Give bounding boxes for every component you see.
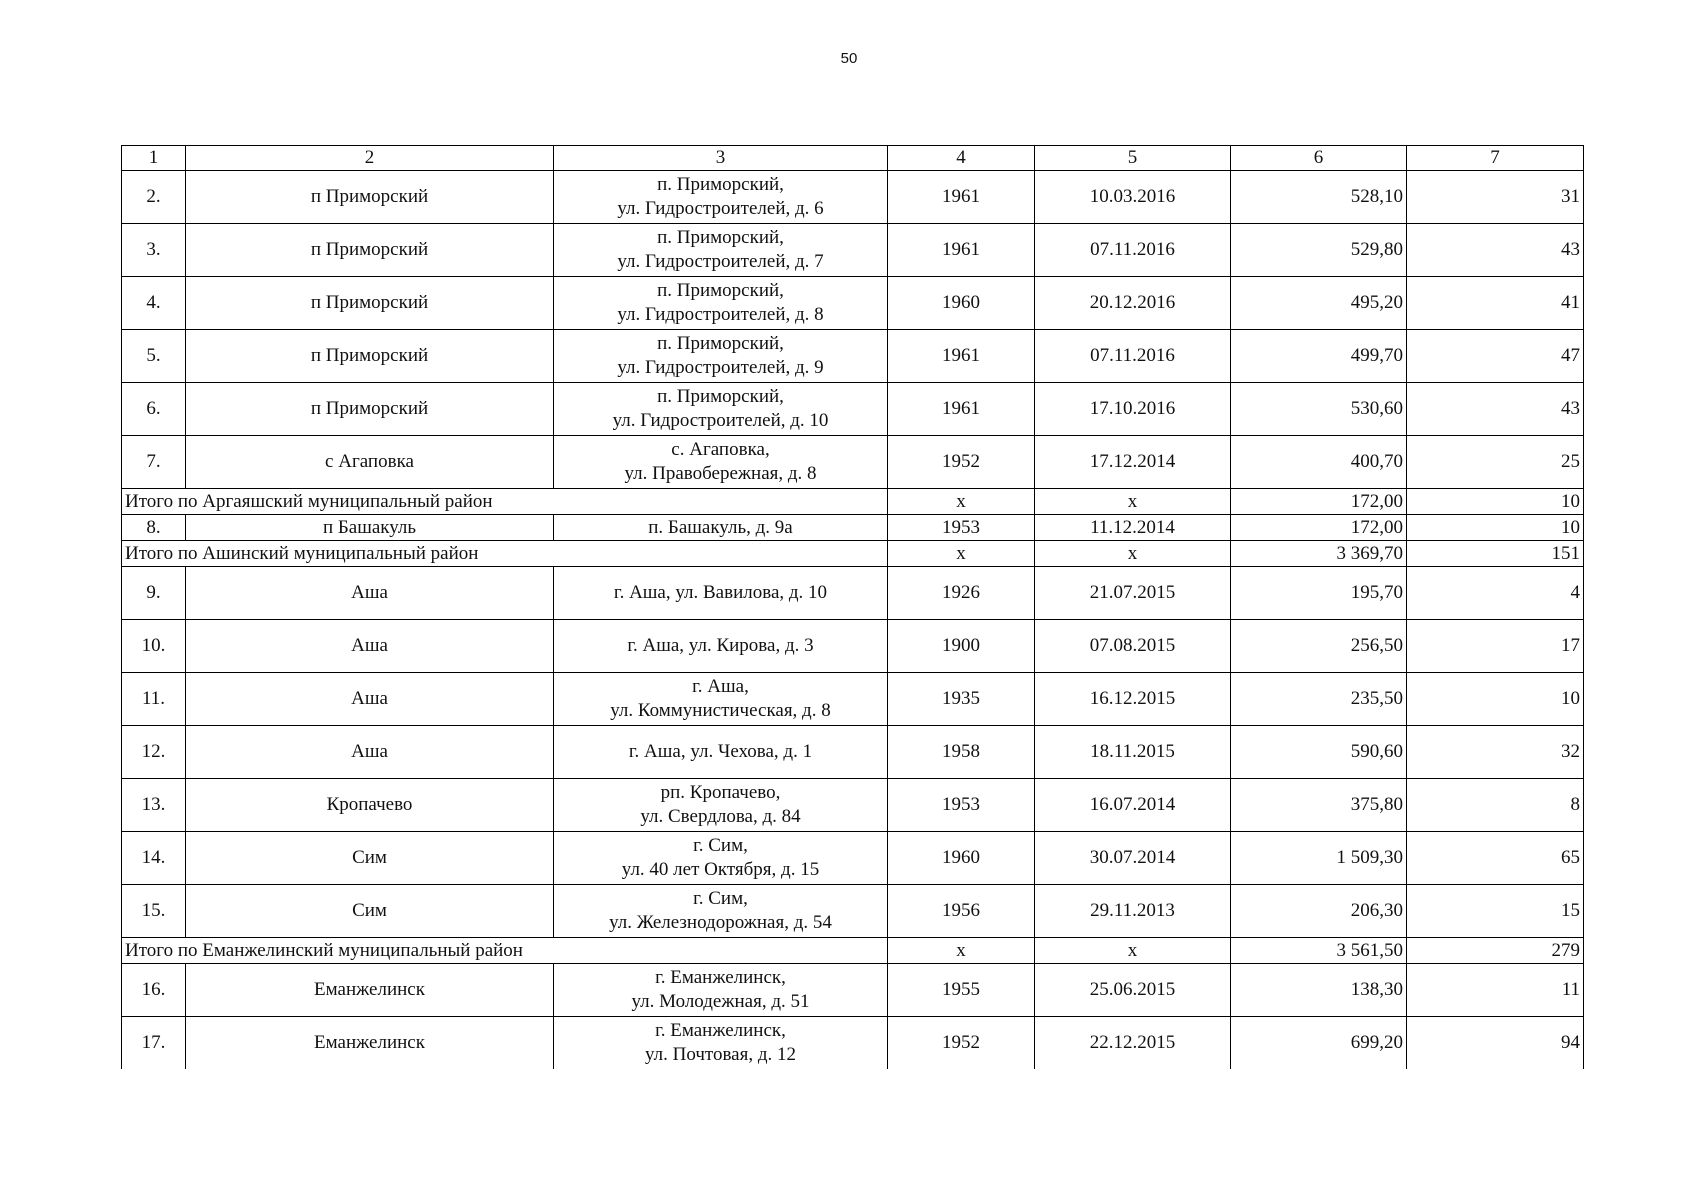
- date-cell: 07.11.2016: [1035, 224, 1231, 277]
- subtotal-label: Итого по Ашинский муниципальный район: [122, 541, 888, 567]
- settlement-cell: п Приморский: [186, 383, 554, 436]
- area-cell: 528,10: [1231, 171, 1407, 224]
- subtotal-label: Итого по Аргаяшский муниципальный район: [122, 489, 888, 515]
- table-row: [122, 383, 1584, 436]
- address-cell: г. Сим, ул. 40 лет Октября, д. 15: [554, 832, 888, 885]
- settlement-cell: Кропачево: [186, 779, 554, 832]
- residents-cell: 11: [1407, 964, 1584, 1017]
- date-cell: х: [1035, 938, 1231, 964]
- row-number-cell: 7.: [122, 436, 186, 489]
- row-number-cell: 3.: [122, 224, 186, 277]
- area-cell: 3 369,70: [1231, 541, 1407, 567]
- address-cell: п. Башакуль, д. 9а: [554, 515, 888, 541]
- area-cell: 499,70: [1231, 330, 1407, 383]
- column-number-row: [122, 146, 1584, 171]
- table-body: [122, 146, 1584, 1070]
- table-row: [122, 567, 1584, 620]
- settlement-cell: Сим: [186, 832, 554, 885]
- address-cell: п. Приморский, ул. Гидростроителей, д. 7: [554, 224, 888, 277]
- residents-cell: 17: [1407, 620, 1584, 673]
- residents-cell: 15: [1407, 885, 1584, 938]
- area-cell: 530,60: [1231, 383, 1407, 436]
- residents-cell: 279: [1407, 938, 1584, 964]
- date-cell: 18.11.2015: [1035, 726, 1231, 779]
- subtotal-row: [122, 541, 1584, 567]
- date-cell: 10.03.2016: [1035, 171, 1231, 224]
- year-cell: 1955: [888, 964, 1035, 1017]
- date-cell: 17.10.2016: [1035, 383, 1231, 436]
- register-table: [121, 145, 1584, 1069]
- year-cell: 1935: [888, 673, 1035, 726]
- row-number-cell: 14.: [122, 832, 186, 885]
- table-row: [122, 277, 1584, 330]
- area-cell: 195,70: [1231, 567, 1407, 620]
- row-number-cell: 16.: [122, 964, 186, 1017]
- year-cell: 1953: [888, 515, 1035, 541]
- year-cell: 1961: [888, 224, 1035, 277]
- column-header: 4: [888, 146, 1035, 171]
- area-cell: 495,20: [1231, 277, 1407, 330]
- address-cell: г. Еманжелинск, ул. Почтовая, д. 12: [554, 1017, 888, 1070]
- residents-cell: 47: [1407, 330, 1584, 383]
- settlement-cell: Еманжелинск: [186, 1017, 554, 1070]
- settlement-cell: п Приморский: [186, 224, 554, 277]
- year-cell: 1900: [888, 620, 1035, 673]
- table-row: [122, 224, 1584, 277]
- row-number-cell: 5.: [122, 330, 186, 383]
- settlement-cell: п Приморский: [186, 330, 554, 383]
- area-cell: 235,50: [1231, 673, 1407, 726]
- settlement-cell: п Приморский: [186, 277, 554, 330]
- column-header: 5: [1035, 146, 1231, 171]
- subtotal-row: [122, 489, 1584, 515]
- year-cell: 1952: [888, 436, 1035, 489]
- settlement-cell: Аша: [186, 726, 554, 779]
- area-cell: 3 561,50: [1231, 938, 1407, 964]
- table-row: [122, 832, 1584, 885]
- table-row: [122, 726, 1584, 779]
- settlement-cell: Аша: [186, 567, 554, 620]
- row-number-cell: 4.: [122, 277, 186, 330]
- residents-cell: 8: [1407, 779, 1584, 832]
- table-row: [122, 885, 1584, 938]
- residents-cell: 32: [1407, 726, 1584, 779]
- date-cell: 29.11.2013: [1035, 885, 1231, 938]
- address-cell: г. Еманжелинск, ул. Молодежная, д. 51: [554, 964, 888, 1017]
- address-cell: с. Агаповка, ул. Правобережная, д. 8: [554, 436, 888, 489]
- row-number-cell: 12.: [122, 726, 186, 779]
- date-cell: 16.07.2014: [1035, 779, 1231, 832]
- residents-cell: 41: [1407, 277, 1584, 330]
- table-row: [122, 779, 1584, 832]
- address-cell: рп. Кропачево, ул. Свердлова, д. 84: [554, 779, 888, 832]
- year-cell: 1926: [888, 567, 1035, 620]
- column-header: 3: [554, 146, 888, 171]
- table-row: [122, 330, 1584, 383]
- settlement-cell: Еманжелинск: [186, 964, 554, 1017]
- residents-cell: 10: [1407, 515, 1584, 541]
- address-cell: г. Аша, ул. Кирова, д. 3: [554, 620, 888, 673]
- residents-cell: 25: [1407, 436, 1584, 489]
- year-cell: 1960: [888, 832, 1035, 885]
- year-cell: х: [888, 938, 1035, 964]
- table-row: [122, 515, 1584, 541]
- date-cell: 20.12.2016: [1035, 277, 1231, 330]
- settlement-cell: п Приморский: [186, 171, 554, 224]
- address-cell: г. Аша, ул. Вавилова, д. 10: [554, 567, 888, 620]
- area-cell: 400,70: [1231, 436, 1407, 489]
- date-cell: 21.07.2015: [1035, 567, 1231, 620]
- year-cell: 1961: [888, 330, 1035, 383]
- row-number-cell: 6.: [122, 383, 186, 436]
- year-cell: 1953: [888, 779, 1035, 832]
- table-row: [122, 171, 1584, 224]
- row-number-cell: 10.: [122, 620, 186, 673]
- area-cell: 699,20: [1231, 1017, 1407, 1070]
- date-cell: х: [1035, 489, 1231, 515]
- row-number-cell: 11.: [122, 673, 186, 726]
- address-cell: г. Аша, ул. Коммунистическая, д. 8: [554, 673, 888, 726]
- area-cell: 529,80: [1231, 224, 1407, 277]
- date-cell: 25.06.2015: [1035, 964, 1231, 1017]
- residents-cell: 65: [1407, 832, 1584, 885]
- date-cell: 07.11.2016: [1035, 330, 1231, 383]
- year-cell: 1961: [888, 171, 1035, 224]
- page-number: 50: [840, 50, 858, 67]
- table-row: [122, 620, 1584, 673]
- settlement-cell: п Башакуль: [186, 515, 554, 541]
- row-number-cell: 15.: [122, 885, 186, 938]
- year-cell: 1956: [888, 885, 1035, 938]
- area-cell: 375,80: [1231, 779, 1407, 832]
- year-cell: 1958: [888, 726, 1035, 779]
- year-cell: х: [888, 489, 1035, 515]
- address-cell: п. Приморский, ул. Гидростроителей, д. 6: [554, 171, 888, 224]
- address-cell: п. Приморский, ул. Гидростроителей, д. 8: [554, 277, 888, 330]
- row-number-cell: 17.: [122, 1017, 186, 1070]
- date-cell: 11.12.2014: [1035, 515, 1231, 541]
- year-cell: 1961: [888, 383, 1035, 436]
- year-cell: х: [888, 541, 1035, 567]
- residents-cell: 43: [1407, 383, 1584, 436]
- residents-cell: 43: [1407, 224, 1584, 277]
- row-number-cell: 9.: [122, 567, 186, 620]
- table-row: [122, 964, 1584, 1017]
- residents-cell: 151: [1407, 541, 1584, 567]
- column-header: 7: [1407, 146, 1584, 171]
- address-cell: п. Приморский, ул. Гидростроителей, д. 9: [554, 330, 888, 383]
- area-cell: 1 509,30: [1231, 832, 1407, 885]
- area-cell: 172,00: [1231, 515, 1407, 541]
- area-cell: 172,00: [1231, 489, 1407, 515]
- residents-cell: 31: [1407, 171, 1584, 224]
- address-cell: п. Приморский, ул. Гидростроителей, д. 10: [554, 383, 888, 436]
- date-cell: 30.07.2014: [1035, 832, 1231, 885]
- table-row: [122, 673, 1584, 726]
- date-cell: х: [1035, 541, 1231, 567]
- table-row: [122, 1017, 1584, 1070]
- date-cell: 16.12.2015: [1035, 673, 1231, 726]
- area-cell: 590,60: [1231, 726, 1407, 779]
- residents-cell: 10: [1407, 673, 1584, 726]
- settlement-cell: с Агаповка: [186, 436, 554, 489]
- row-number-cell: 8.: [122, 515, 186, 541]
- residents-cell: 4: [1407, 567, 1584, 620]
- table-row: [122, 436, 1584, 489]
- column-header: 6: [1231, 146, 1407, 171]
- residents-cell: 94: [1407, 1017, 1584, 1070]
- settlement-cell: Сим: [186, 885, 554, 938]
- settlement-cell: Аша: [186, 620, 554, 673]
- row-number-cell: 13.: [122, 779, 186, 832]
- address-cell: г. Сим, ул. Железнодорожная, д. 54: [554, 885, 888, 938]
- year-cell: 1952: [888, 1017, 1035, 1070]
- column-header: 2: [186, 146, 554, 171]
- area-cell: 256,50: [1231, 620, 1407, 673]
- residents-cell: 10: [1407, 489, 1584, 515]
- subtotal-row: [122, 938, 1584, 964]
- settlement-cell: Аша: [186, 673, 554, 726]
- address-cell: г. Аша, ул. Чехова, д. 1: [554, 726, 888, 779]
- date-cell: 22.12.2015: [1035, 1017, 1231, 1070]
- area-cell: 138,30: [1231, 964, 1407, 1017]
- year-cell: 1960: [888, 277, 1035, 330]
- date-cell: 07.08.2015: [1035, 620, 1231, 673]
- subtotal-label: Итого по Еманжелинский муниципальный район: [122, 938, 888, 964]
- column-header: 1: [122, 146, 186, 171]
- row-number-cell: 2.: [122, 171, 186, 224]
- date-cell: 17.12.2014: [1035, 436, 1231, 489]
- area-cell: 206,30: [1231, 885, 1407, 938]
